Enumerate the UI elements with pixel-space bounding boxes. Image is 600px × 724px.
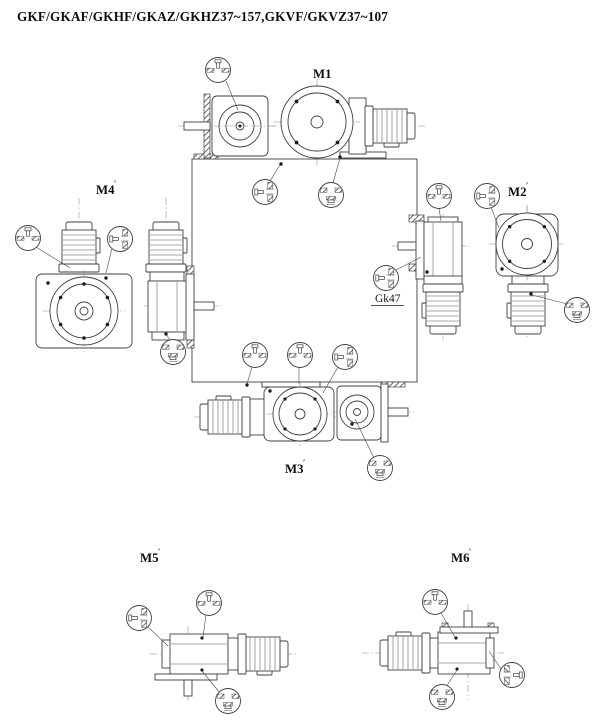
breather-plug-indicator-icon bbox=[423, 590, 448, 615]
m3-drawing-group bbox=[194, 381, 414, 447]
breather-plug-indicator-icon bbox=[243, 343, 268, 368]
label-m4: M4 bbox=[96, 183, 115, 197]
label-m5: M5 bbox=[140, 551, 159, 565]
label-m5-mark: ′ bbox=[158, 547, 161, 556]
gear-housing bbox=[438, 632, 490, 674]
oil-drain-plug-indicator-icon bbox=[430, 685, 455, 710]
breather-plug-indicator-icon bbox=[206, 58, 231, 83]
m1-drawing-group bbox=[178, 79, 425, 166]
m2-drawing-group bbox=[392, 205, 565, 340]
breather-plug-indicator-icon bbox=[427, 184, 452, 209]
motor bbox=[59, 222, 100, 272]
gk47-label: Gk47 bbox=[375, 293, 401, 305]
page-title: GKF/GKAF/GKHF/GKAZ/GKHZ37~157,GKVF/GKVZ37~107 bbox=[17, 9, 389, 24]
breather-plug-indicator-icon bbox=[16, 226, 41, 251]
m6-drawing-group bbox=[362, 604, 505, 700]
motor bbox=[365, 106, 415, 147]
oil-drain-plug-indicator-icon bbox=[319, 183, 344, 208]
top-mount-plate bbox=[440, 627, 498, 633]
top-mount-plate bbox=[262, 382, 320, 387]
motor bbox=[146, 222, 187, 272]
label-m4-mark: ′ bbox=[114, 179, 117, 188]
oil-level-plug-indicator-icon bbox=[253, 180, 278, 205]
label-m1: M1 bbox=[313, 67, 332, 81]
adapter bbox=[424, 276, 462, 284]
gear-housing bbox=[148, 281, 188, 332]
output-shaft bbox=[464, 611, 472, 627]
output-shaft bbox=[184, 680, 192, 696]
flange-plate bbox=[186, 274, 194, 340]
flange-plate bbox=[416, 221, 424, 279]
motor bbox=[422, 284, 463, 334]
motor bbox=[238, 634, 288, 675]
oil-drain-plug-indicator-icon bbox=[565, 298, 590, 323]
gear-housing bbox=[424, 222, 462, 278]
gear-housing bbox=[170, 634, 228, 674]
oil-drain-plug-indicator-icon bbox=[368, 456, 393, 481]
motor bbox=[380, 632, 430, 673]
oil-level-plug-indicator-icon bbox=[127, 606, 152, 631]
flange-plate bbox=[381, 384, 388, 442]
label-m2: M2 bbox=[508, 185, 527, 199]
label-m6: M6 bbox=[451, 551, 470, 565]
oil-level-plug-indicator-icon bbox=[108, 227, 133, 252]
bottom-cover bbox=[152, 332, 184, 340]
oil-level-plug-indicator-icon bbox=[500, 663, 525, 688]
breather-plug-indicator-icon bbox=[197, 591, 222, 616]
breather-plug-indicator-icon bbox=[288, 343, 313, 368]
oil-drain-plug-indicator-icon bbox=[161, 340, 186, 365]
gk47-oil-level-plug-indicator-icon bbox=[374, 266, 399, 291]
oil-drain-plug-indicator-icon bbox=[216, 689, 241, 714]
label-m3: M3 bbox=[285, 462, 304, 476]
label-m3-mark: ′ bbox=[303, 458, 306, 467]
output-shaft bbox=[184, 122, 210, 130]
output-shaft bbox=[194, 302, 214, 310]
motor bbox=[200, 396, 250, 437]
motor bbox=[507, 284, 548, 334]
output-shaft bbox=[398, 242, 417, 250]
label-m6-mark: ′ bbox=[469, 547, 472, 556]
gk47-callout bbox=[371, 293, 404, 306]
adapter bbox=[150, 272, 184, 281]
base-flange bbox=[155, 674, 217, 680]
oil-level-plug-indicator-icon bbox=[333, 345, 358, 370]
adapter bbox=[512, 276, 544, 284]
bevel-gearbox-end-view bbox=[212, 96, 268, 156]
output-shaft bbox=[388, 408, 408, 416]
label-m2-mark: ′ bbox=[526, 181, 529, 190]
adapter bbox=[250, 399, 265, 435]
oil-level-plug-indicator-icon bbox=[475, 184, 500, 209]
adapter bbox=[228, 638, 238, 670]
m4-drawing-group bbox=[36, 198, 222, 352]
